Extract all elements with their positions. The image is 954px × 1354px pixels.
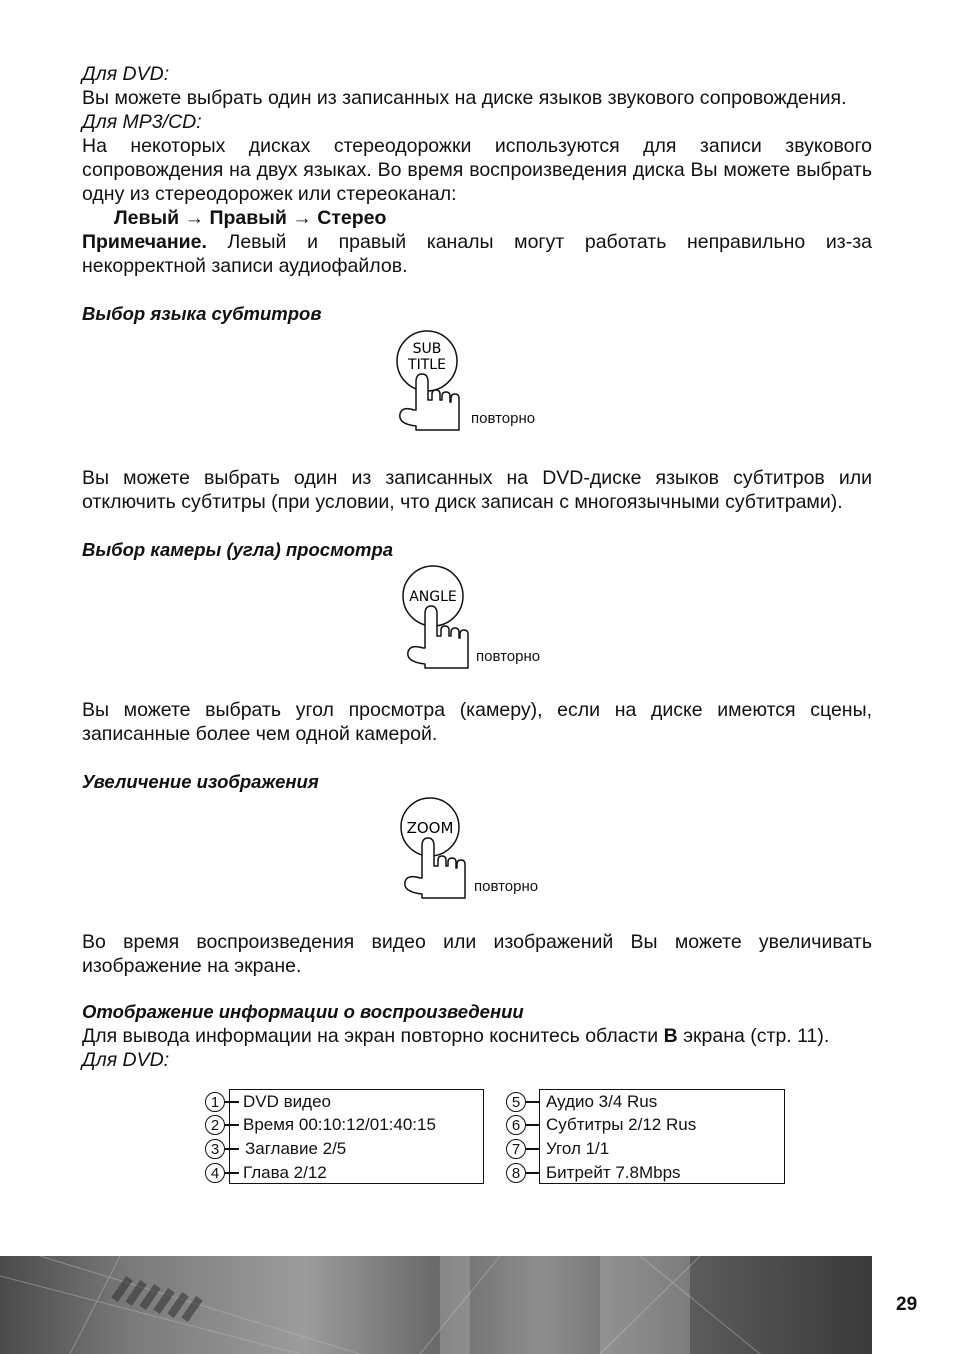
- osd-number: 1: [205, 1092, 225, 1112]
- osd-text: Заглавие 2/5: [245, 1139, 347, 1158]
- osd-item: [205, 1090, 331, 1114]
- osd-text: Время 00:10:12/01:40:15: [243, 1115, 436, 1134]
- osd-text: Глава 2/12: [243, 1163, 327, 1182]
- osd-item: [506, 1090, 657, 1114]
- arrow-icon: →: [292, 207, 312, 229]
- page-number: 29: [896, 1294, 918, 1315]
- subtitle-heading: Выбор языка субтитров: [82, 303, 322, 324]
- osd-item: [205, 1113, 436, 1137]
- info-text: [82, 1024, 872, 1048]
- zoom-heading: Увеличение изображения: [82, 771, 319, 792]
- osd-item: [205, 1137, 346, 1161]
- note-text: Левый и правый каналы могут работать неправильно из-за некорректной записи аудиофайлов.: [82, 231, 872, 277]
- info-heading: Отображение информации о воспроизведении: [82, 1001, 524, 1022]
- footer-texture-image: [0, 1256, 872, 1354]
- seq-left: Левый: [114, 207, 180, 229]
- title-label: TITLE: [408, 357, 446, 373]
- audio-dvd-label: Для DVD:: [82, 63, 170, 85]
- sub-label: SUB: [412, 341, 442, 357]
- seq-stereo: Стерео: [317, 207, 387, 229]
- audio-mp3-text: На некоторых дисках стереодорожки используются для записи звукового сопровождения на двух языках. Во время воспроизведения диска Вы можете выбрать одну из стереодорожек или стереоканал:: [82, 135, 872, 205]
- info-text-end: экрана (стр. 11).: [677, 1025, 830, 1047]
- subtitle-button-illustration: [82, 330, 872, 470]
- zoom-repeat-label: повторно: [474, 878, 539, 895]
- angle-button-illustration: [82, 564, 872, 708]
- osd-number: 3: [205, 1139, 225, 1159]
- audio-note: [82, 230, 872, 278]
- arrow-icon: →: [184, 207, 205, 229]
- osd-number: 8: [506, 1163, 526, 1183]
- zoom-label: ZOOM: [406, 819, 454, 837]
- subtitle-repeat-label: повторно: [471, 410, 536, 427]
- osd-text: DVD видео: [243, 1092, 331, 1111]
- audio-dvd-text: Вы можете выбрать один из записанных на диске языков звукового сопровождения.: [82, 87, 847, 109]
- info-dvd-label: Для DVD:: [82, 1049, 170, 1071]
- zoom-text: Во время воспроизведения видео или изображений Вы можете увеличивать изображение на экране.: [82, 931, 872, 977]
- seq-right: Правый: [209, 207, 287, 229]
- note-label: Примечание.: [82, 231, 207, 253]
- osd-number: 7: [506, 1139, 526, 1159]
- osd-number: 4: [205, 1163, 225, 1183]
- angle-repeat-label: повторно: [476, 648, 541, 665]
- channel-sequence: [82, 206, 872, 230]
- osd-item: [506, 1161, 681, 1185]
- osd-number: 2: [205, 1115, 225, 1135]
- osd-number: 6: [506, 1115, 526, 1135]
- info-text-area: B: [663, 1025, 678, 1047]
- footer-decorative-band: [0, 1256, 872, 1354]
- info-text-start: Для вывода информации на экран повторно коснитесь области: [82, 1025, 664, 1047]
- osd-text: Битрейт 7.8Mbps: [546, 1163, 681, 1182]
- osd-item: [506, 1113, 696, 1137]
- osd-info-diagram: [82, 1086, 872, 1186]
- angle-text: Вы можете выбрать угол просмотра (камеру), если на диске имеются сцены, записанные более чем одной камерой.: [82, 699, 872, 745]
- subtitle-text: Вы можете выбрать один из записанных на DVD-диске языков субтитров или отключить субтитры (при условии, что диск записан с многоязычными субтитрами).: [82, 467, 872, 513]
- osd-text: Аудио 3/4 Rus: [546, 1092, 658, 1111]
- osd-item: [506, 1137, 609, 1161]
- angle-heading: Выбор камеры (угла) просмотра: [82, 539, 394, 560]
- osd-item: [205, 1161, 327, 1185]
- audio-mp3-label: Для MP3/CD:: [82, 111, 202, 133]
- osd-text: Угол 1/1: [546, 1139, 610, 1158]
- zoom-button-illustration: [82, 796, 872, 940]
- angle-label: ANGLE: [409, 589, 457, 605]
- osd-text: Субтитры 2/12 Rus: [546, 1115, 697, 1134]
- osd-number: 5: [506, 1092, 526, 1112]
- page-content: [82, 62, 872, 1186]
